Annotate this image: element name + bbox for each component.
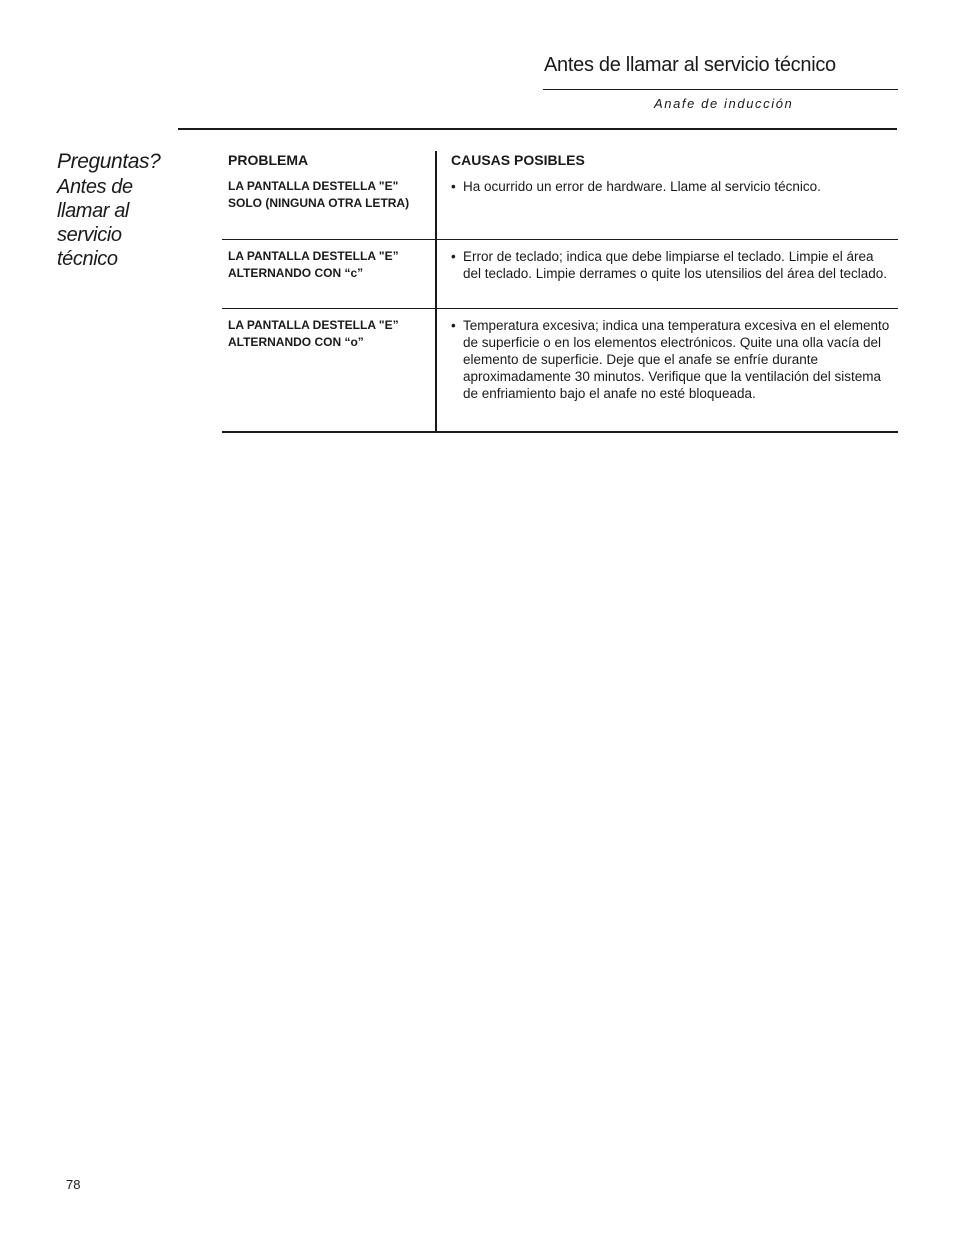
problem-text: LA PANTALLA DESTELLA "E" SOLO (NINGUNA OTRA LETRA) <box>228 179 410 210</box>
troubleshooting-table <box>222 151 898 433</box>
problem-text: LA PANTALLA DESTELLA "E” ALTERNANDO CON “c” <box>228 249 399 280</box>
side-heading-line: Antes de <box>57 176 133 198</box>
side-heading-line: técnico <box>57 248 118 270</box>
table-header-row <box>222 151 898 178</box>
cause-cell <box>437 178 898 239</box>
side-heading-line: llamar al <box>57 200 129 222</box>
side-heading <box>57 150 182 271</box>
bullet-icon: • <box>451 179 456 194</box>
problem-cell <box>222 240 437 308</box>
cause-text-body: Temperatura excesiva; indica una temperatura excesiva en el elemento de superficie o en los elementos electrónicos. Quite una olla vacía del elemento de superficie. Deje que el anafe se enfríe durante aproximadamente 30 minutos. Verifique que la ventilación del sistema de enfriamiento bajo el anafe no esté bloqueada. <box>463 318 890 401</box>
table-row <box>222 240 898 308</box>
cause-text-body: Error de teclado; indica que debe limpiarse el teclado. Limpie el área del teclado. Limpie derrames o quite los utensilios del área del teclado. <box>463 249 887 281</box>
table-row <box>222 178 898 239</box>
side-heading-line: Preguntas? <box>57 150 161 173</box>
page-number: 78 <box>66 1177 81 1192</box>
table-row <box>222 309 898 431</box>
problem-cell <box>222 178 437 239</box>
column-header-problem: PROBLEMA <box>222 151 437 178</box>
problem-cell <box>222 309 437 431</box>
cause-text-body: Ha ocurrido un error de hardware. Llame al servicio técnico. <box>463 179 821 194</box>
problem-text: LA PANTALLA DESTELLA "E” ALTERNANDO CON “o” <box>228 318 399 349</box>
header-divider <box>543 89 898 90</box>
cause-text <box>451 248 890 282</box>
cause-cell <box>437 240 898 308</box>
cause-text <box>451 178 890 195</box>
side-heading-line: servicio <box>57 224 122 246</box>
cause-cell <box>437 309 898 431</box>
column-header-causes: CAUSAS POSIBLES <box>451 152 585 168</box>
cause-text <box>451 317 890 402</box>
bullet-icon: • <box>451 318 456 333</box>
section-divider <box>178 128 897 130</box>
table-bottom-rule <box>222 431 898 433</box>
page-header-title: Antes de llamar al servicio técnico <box>544 54 836 76</box>
bullet-icon: • <box>451 249 456 264</box>
page-header-subtitle: Anafe de inducción <box>654 96 794 111</box>
